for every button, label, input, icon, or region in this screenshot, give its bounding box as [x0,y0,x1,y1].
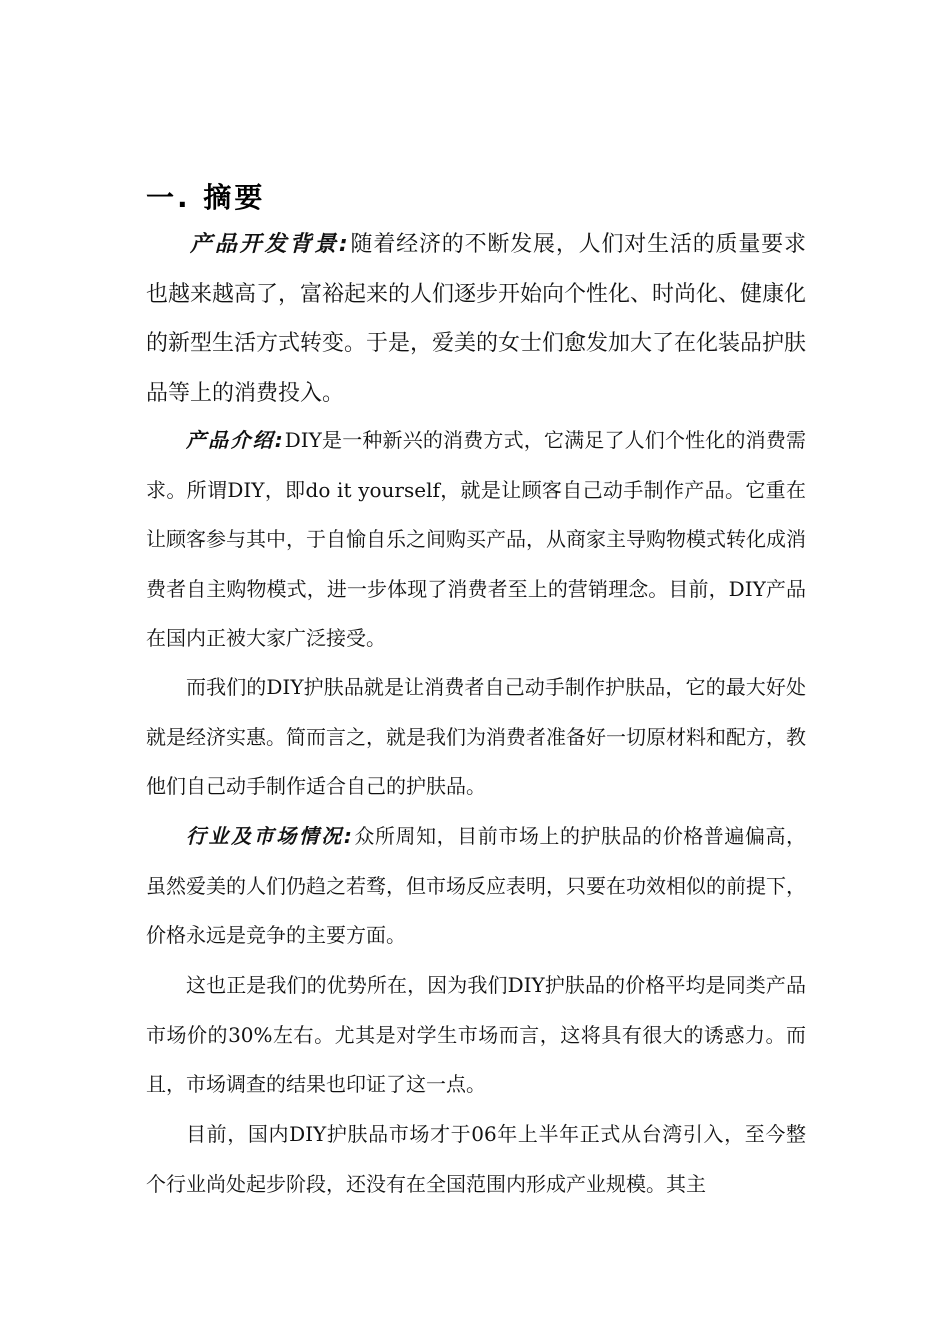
paragraph-domestic-market [146,1110,806,1209]
paragraph-advantage [146,961,806,1110]
paragraph-body: 随着经济的不断发展，人们对生活的质量要求也越来越高了，富裕起来的人们逐步开始向个性化、时尚化、健康化的新型生活方式转变。于是，爱美的女士们愈发加大了在化装品护肤品等上的消费投入。 [146,232,807,406]
paragraph-diy-skincare [146,663,806,812]
paragraph-body: 众所周知，目前市场上的护肤品的价格普遍偏高，虽然爱美的人们仍趋之若骛，但市场反应表明，只要在功效相似的前提下，价格永远是竞争的主要方面。 [146,824,807,947]
paragraph-body: 这也正是我们的优势所在，因为我们DIY护肤品的价格平均是同类产品市场价的30%左右。尤其是对学生市场而言，这将具有很大的诱惑力。而且，市场调查的结果也印证了这一点。 [146,973,806,1096]
paragraph-body: DIY是一种新兴的消费方式，它满足了人们个性化的消费需求。所谓DIY，即do it yourself，就是让顾客自己动手制作产品。它重在让顾客参与其中，于自愉自乐之间购买产品，从商家主导购物模式转化成消费者自主购物模式，进一步体现了消费者至上的营销理念。目前，DIY产品在国内正被大家广泛接受。 [146,428,807,650]
paragraph-lead-label: 产品开发背景: [190,232,350,257]
paragraph-industry-market [146,812,806,961]
paragraph-product-background [146,220,806,418]
paragraph-product-intro [146,416,806,664]
section-heading: 一. 摘要 [146,181,266,214]
paragraph-lead-label: 产品介绍: [186,428,285,452]
paragraph-lead-label: 行业及市场情况: [186,824,354,848]
paragraph-body: 而我们的DIY护肤品就是让消费者自己动手制作护肤品，它的最大好处就是经济实惠。简而言之，就是我们为消费者准备好一切原材料和配方，教他们自己动手制作适合自己的护肤品。 [146,675,806,798]
paragraph-body: 目前，国内DIY护肤品市场才于06年上半年正式从台湾引入，至今整个行业尚处起步阶段，还没有在全国范围内形成产业规模。其主 [146,1122,806,1196]
